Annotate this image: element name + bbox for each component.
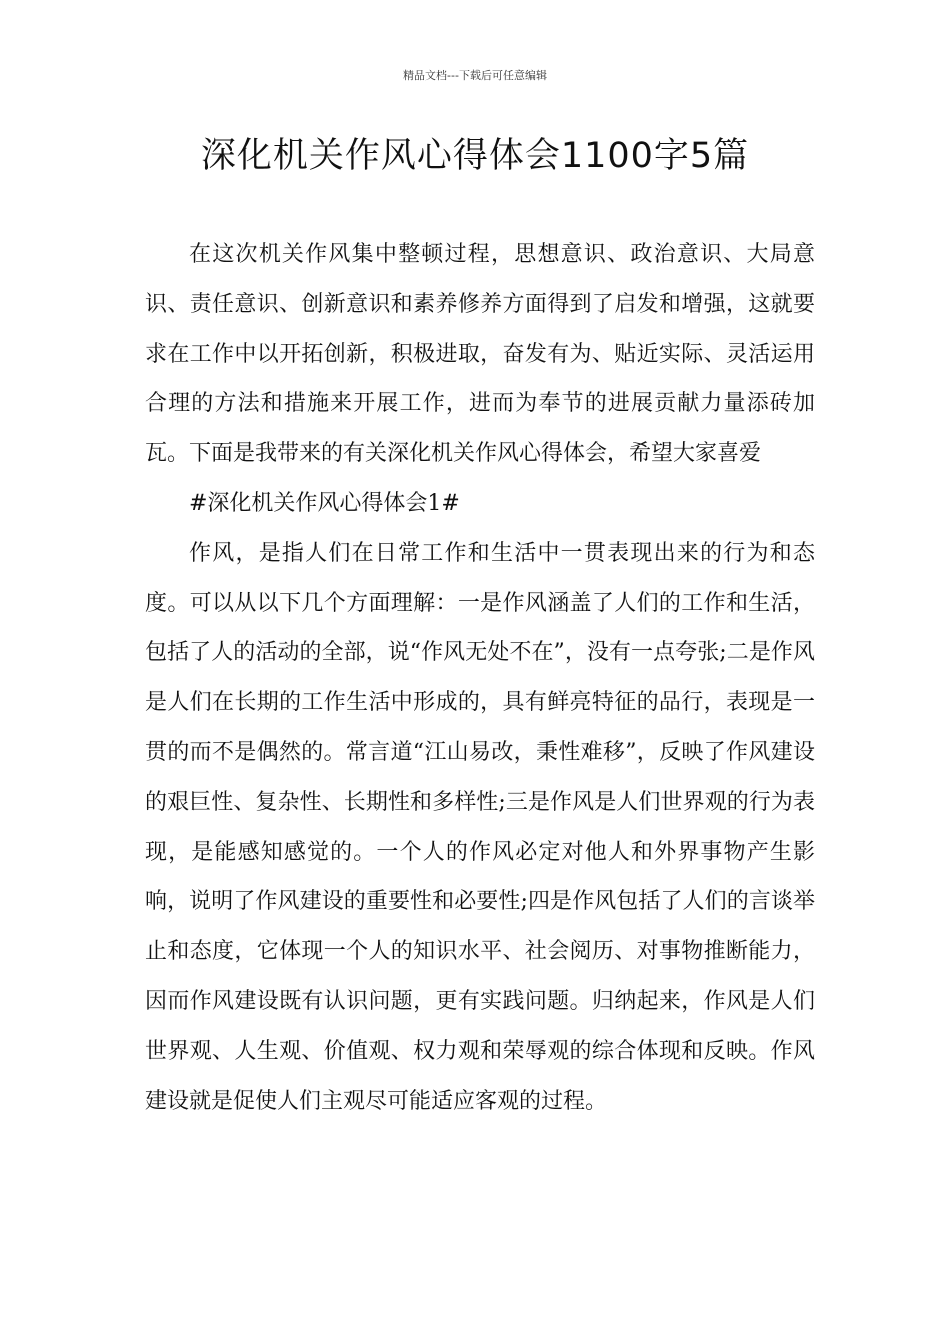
document-title: 深化机关作风心得体会1100字5篇 [200,136,750,176]
section-heading: #深化机关作风心得体会1# [189,490,460,516]
intro-paragraph: 在这次机关作风集中整顿过程，思想意识、政治意识、大局意识、责任意识、创新意识和素养修养方面得到了启发和增强，这就要求在工作中以开拓创新，积极进取，奋发有为、贴近实际、灵活运用合理的方法和措施来开展工作，进而为奉节的进展贡献力量添砖加瓦。下面是我带来的有关深化机关作风心得体会，希望大家喜爱 [145,242,815,467]
document-body [145,230,815,1126]
section-paragraph: 作风，是指人们在日常工作和生活中一贯表现出来的行为和态度。可以从以下几个方面理解：一是作风涵盖了人们的工作和生活，包括了人的活动的全部，说“作风无处不在”，没有一点夸张;二是作风是人们在长期的工作生活中形成的，具有鲜亮特征的品行，表现是一贯的而不是偶然的。常言道“江山易改，秉性难移”，反映了作风建设的艰巨性、复杂性、长期性和多样性;三是作风是人们世界观的行为表现，是能感知感觉的。一个人的作风必定对他人和外界事物产生影响，说明了作风建设的重要性和必要性;四是作风包括了人们的言谈举止和态度，它体现一个人的知识水平、社会阅历、对事物推断能力，因而作风建设既有认识问题，更有实践问题。归纳起来，作风是人们世界观、人生观、价值观、权力观和荣辱观的综合体现和反映。作风建设就是促使人们主观尽可能适应客观的过程。 [145,540,815,1114]
header-note: 精品文档---下载后可任意编辑 [403,69,547,82]
